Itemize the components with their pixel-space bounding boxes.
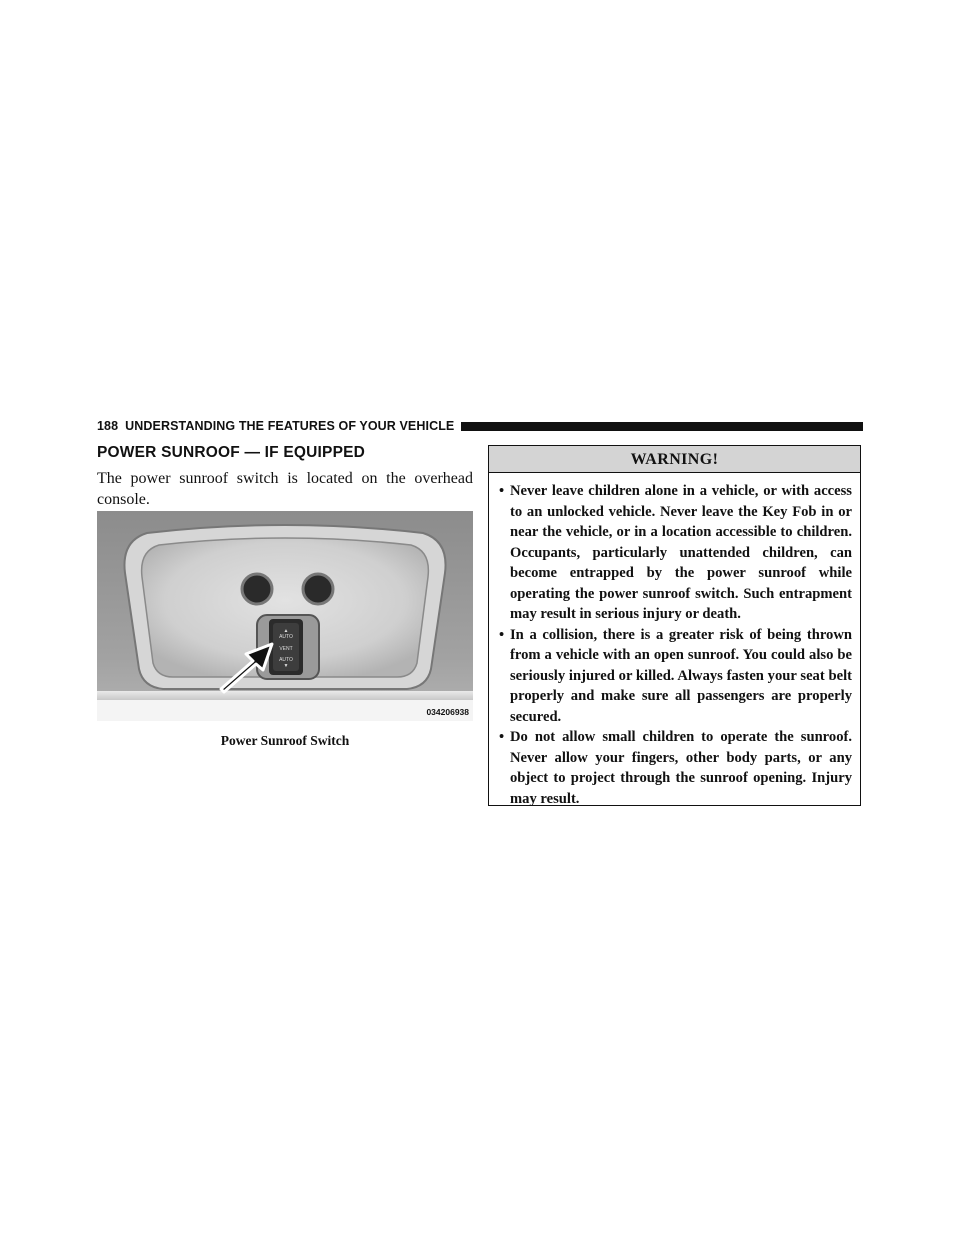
- header-text: [97, 419, 454, 433]
- sunroof-switch-photo: [97, 511, 473, 721]
- figure-caption: Power Sunroof Switch: [220, 733, 350, 748]
- warning-item: • Do not allow small children to operate the sunroof. Never allow your fingers, other body parts, or any object to project through the sunroof opening. Injury may result.: [499, 729, 852, 807]
- page-number: 188: [97, 419, 119, 433]
- warning-item-text: In a collision, there is a greater risk of being thrown from a vehicle with an open sunroof. You could also be seriously injured or killed. Always fasten your seat belt properly and make sure all passengers are properly secured.: [510, 626, 852, 725]
- warning-item: • In a collision, there is a greater risk of being thrown from a vehicle with an open sunroof. You could also be seriously injured or killed. Always fasten your seat belt properly and make sure all passengers are properly secured.: [499, 626, 852, 725]
- switch-label-auto-top: AUTO: [279, 634, 293, 640]
- warning-item: • Never leave children alone in a vehicle, or with access to an unlocked vehicle. Never leave the Key Fob in or near the vehicle, or in a location accessible to children. Occupants, particularly unattended children, can become entrapped by the power sunroof while operating the power sunroof switch. Such entrapment may result in serious injury or death.: [499, 483, 852, 622]
- warning-title: WARNING!: [489, 446, 860, 473]
- warning-item-text: Do not allow small children to operate the sunroof. Never allow your fingers, other body parts, or any object to project through the sunroof opening. Injury may result.: [510, 729, 852, 807]
- intro-paragraph: The power sunroof switch is located on the overhead console.: [97, 470, 473, 508]
- switch-label-auto-bottom: AUTO: [279, 657, 293, 663]
- header-rule: [461, 422, 863, 431]
- image-code: 034206938: [426, 707, 469, 717]
- warning-item-text: Never leave children alone in a vehicle, or with access to an unlocked vehicle. Never leave the Key Fob in or near the vehicle, or in a location accessible to children. Occupants, particularly unattended children, can become entrapped by the power sunroof while operating the power sunroof switch. Such entrapment may result in serious injury or death.: [510, 483, 852, 622]
- warning-list: [489, 473, 860, 809]
- svg-text:▼: ▼: [283, 663, 289, 669]
- svg-text:▲: ▲: [283, 628, 289, 634]
- section-title: UNDERSTANDING THE FEATURES OF YOUR VEHICLE: [125, 419, 455, 433]
- warning-box: [488, 445, 861, 806]
- page-header: [97, 419, 863, 433]
- section-heading: POWER SUNROOF — IF EQUIPPED: [97, 444, 366, 461]
- switch-label-vent: VENT: [279, 646, 293, 652]
